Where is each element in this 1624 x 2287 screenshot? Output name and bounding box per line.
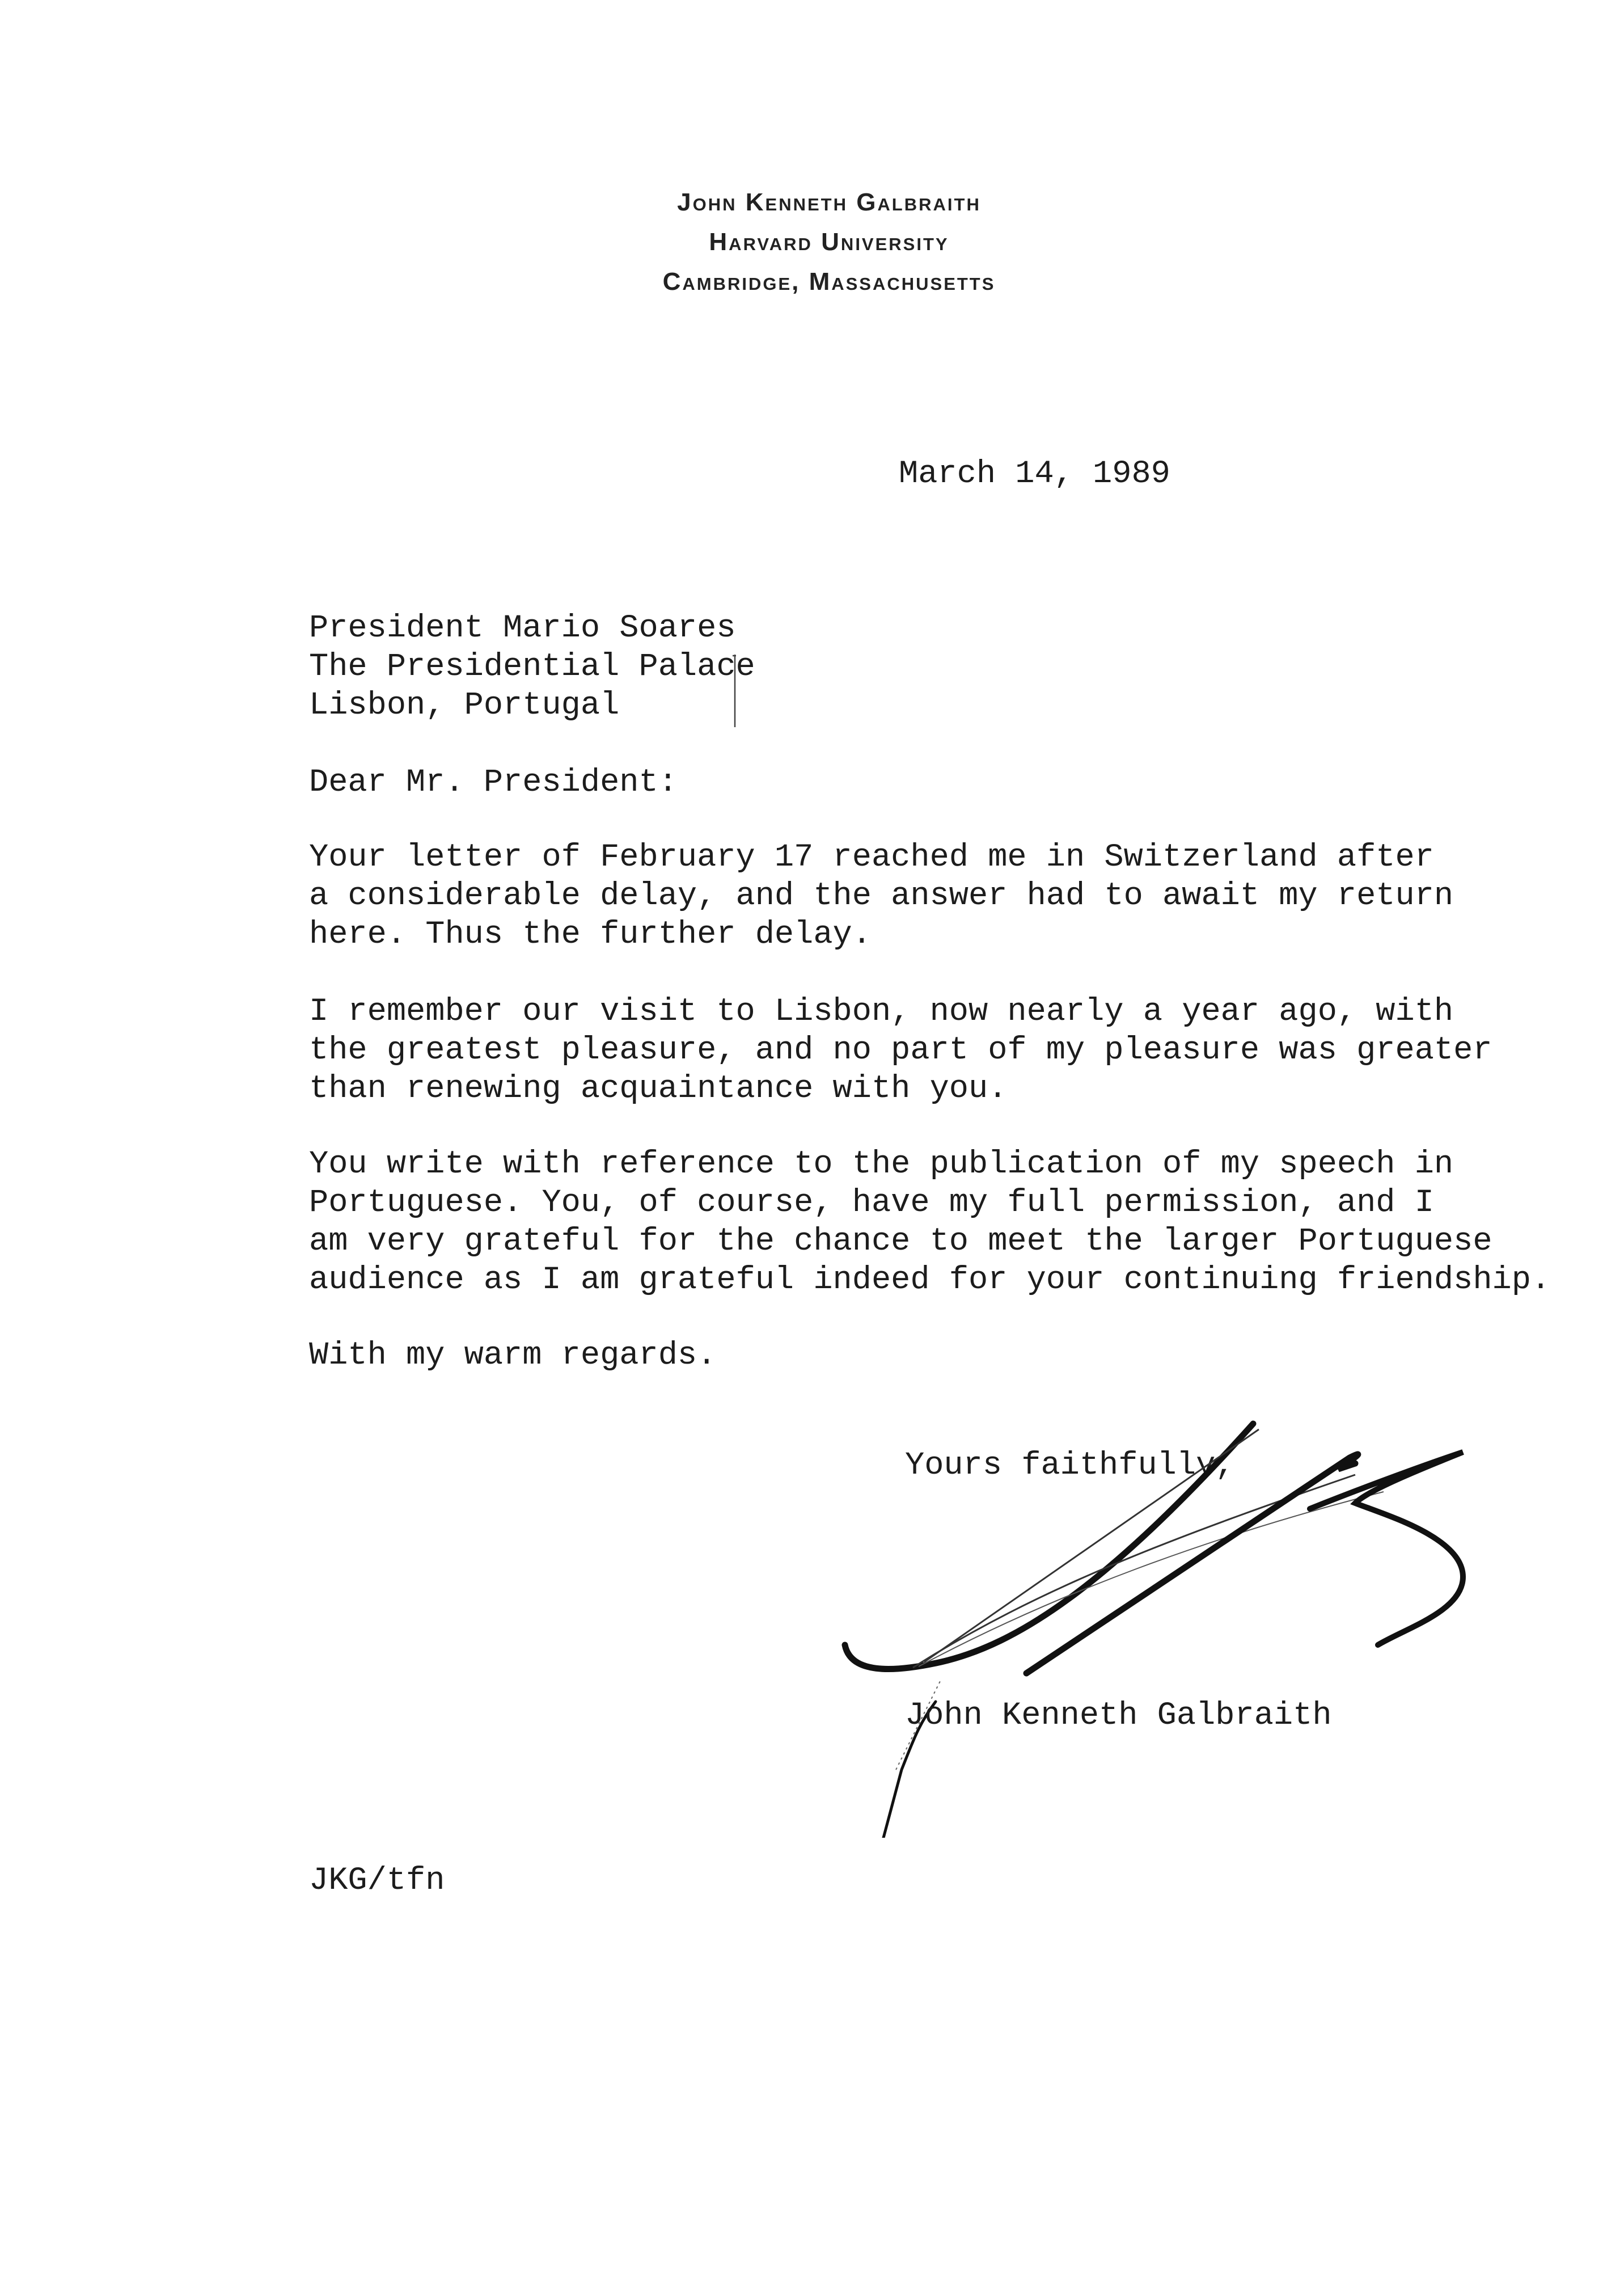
salutation: Dear Mr. President: bbox=[309, 765, 678, 801]
body-line: Your letter of February 17 reached me in Switzerland after bbox=[309, 839, 1434, 876]
letterhead-location: Cambridge, Massachusetts bbox=[662, 268, 996, 296]
letterhead-institution: Harvard University bbox=[709, 228, 949, 256]
body-paragraph-1 bbox=[309, 838, 1453, 954]
recipient-address bbox=[309, 609, 755, 725]
body-line: Portuguese. You, of course, have my full permission, and I bbox=[309, 1185, 1434, 1221]
letter-date: March 14, 1989 bbox=[899, 456, 1170, 492]
closing: Yours faithfully, bbox=[905, 1448, 1235, 1484]
body-line: than renewing acquaintance with you. bbox=[309, 1071, 1008, 1107]
body-line: am very grateful for the chance to meet the larger Portuguese bbox=[309, 1223, 1492, 1260]
body-line: audience as I am grateful indeed for your continuing friendship. bbox=[309, 1262, 1551, 1298]
letterhead-name: John Kenneth Galbraith bbox=[677, 188, 981, 216]
body-line: here. Thus the further delay. bbox=[309, 917, 872, 953]
body-paragraph-3 bbox=[309, 1145, 1550, 1299]
recipient-line: President Mario Soares bbox=[309, 610, 736, 647]
typist-initials: JKG/tfn bbox=[309, 1863, 445, 1899]
body-line: a considerable delay, and the answer had to await my return bbox=[309, 878, 1454, 914]
recipient-line: The Presidential Palace bbox=[309, 649, 755, 685]
recipient-line: Lisbon, Portugal bbox=[309, 687, 620, 724]
body-line: I remember our visit to Lisbon, now nearly a year ago, with bbox=[309, 994, 1454, 1030]
handwritten-signature bbox=[811, 1407, 1491, 1838]
body-line: With my warm regards. bbox=[309, 1337, 717, 1374]
body-paragraph-4 bbox=[309, 1336, 716, 1375]
letterhead bbox=[585, 183, 1073, 302]
body-line: the greatest pleasure, and no part of my pleasure was greater bbox=[309, 1032, 1492, 1069]
body-paragraph-2 bbox=[309, 993, 1492, 1108]
body-line: You write with reference to the publication of my speech in bbox=[309, 1146, 1454, 1183]
signer-name: John Kenneth Galbraith bbox=[905, 1698, 1332, 1734]
pen-mark-icon bbox=[728, 651, 751, 731]
